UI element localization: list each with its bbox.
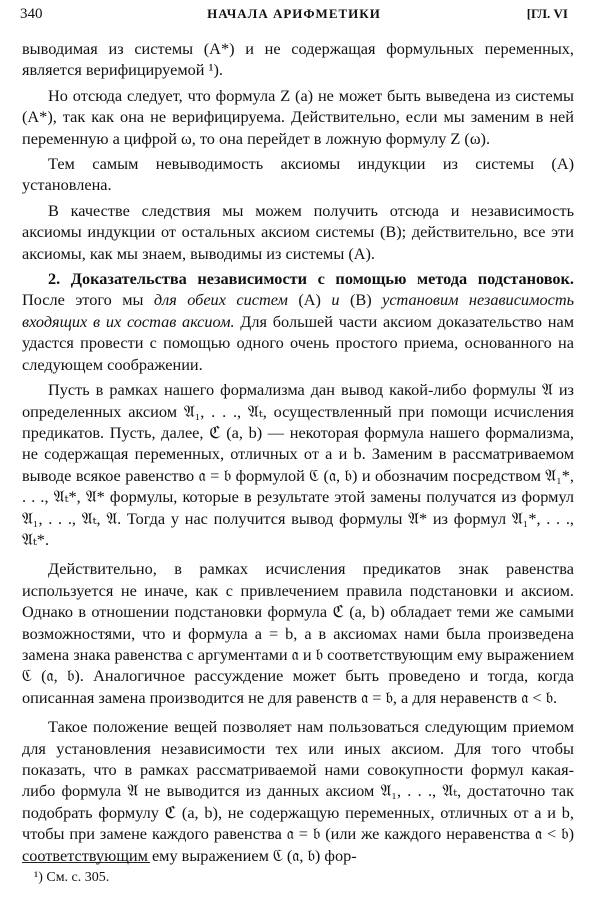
- paragraph-5-italic-3: установим независимость входящих в их состав аксиом.: [22, 290, 574, 331]
- chapter-label: [ГЛ. VI: [526, 6, 568, 21]
- page-body: [22, 38, 574, 866]
- paragraph-5-text-a: После этого мы: [22, 290, 154, 310]
- paragraph-5-italic-2: и: [331, 290, 340, 310]
- paragraph-8: Такое положение вещей позволяет нам пользоваться следующим приемом для установления независимости тех или иных аксиом. Для того чтобы показать, что в рамках рассматриваемой нами совокупности формул какая-либо формула 𝔄 не выводится из данных аксиом 𝔄₁, . . ., 𝔄ₜ, достаточно так подобрать формулу ℭ (a, b), не содержащую переменных, отличных от a и b, чтобы при замене каждого равенства 𝔞 = 𝔟 (или же каждого неравенства 𝔞 < 𝔟) соответствующим ему выражением ℭ (𝔞, 𝔟) фор-: [22, 717, 574, 865]
- paragraph-6: Пусть в рамках нашего формализма дан вывод какой-либо формулы 𝔄 из определенных аксиом 𝔄₁, . . ., 𝔄ₜ, осуществленный при помощи исчисления предикатов. Пусть, далее, ℭ (a, b) — некоторая формула нашего формализма, не содержащая переменных, отличных от a и b. Заменим в рассматриваемом выводе всякое равенство 𝔞 = 𝔟 формулой ℭ (𝔞, 𝔟) и обозначим посредством 𝔄₁*, . . ., 𝔄ₜ*, 𝔄* формулы, которые в результате этой замены получатся из формул 𝔄₁, . . ., 𝔄ₜ, 𝔄. Тогда у нас получится вывод формулы 𝔄* из формул 𝔄₁*, . . ., 𝔄ₜ*.: [22, 380, 574, 549]
- paragraph-5-text-c: (B): [339, 290, 383, 310]
- section-heading: 2. Доказательства независимости с помощью метода подстановок.: [48, 269, 574, 289]
- paragraph-2: Но отсюда следует, что формула Z (a) не может быть выведена из системы (A*), так как она не верифицируема. Действительно, если мы заменим в ней переменную a цифрой ω, то она перейдет в ложную формулу Z (ω).: [22, 85, 574, 148]
- running-title: НАЧАЛА АРИФМЕТИКИ: [207, 6, 381, 21]
- paragraph-7: Действительно, в рамках исчисления предикатов знак равенства используется не иначе, как с привлечением правила подстановки и аксиом. Однако в отношении подстановки формула ℭ (a, b) обладает теми же самыми возможностями, что и формула a = b, а в аксиомах нами была произведена замена знака равенства с аргументами 𝔞 и 𝔟 соответствующим ему выражением ℭ (𝔞, 𝔟). Аналогичное рассуждение может быть проведено и тогда, когда описанная замена производится не для равенств 𝔞 = 𝔟, а для неравенств 𝔞 < 𝔟.: [22, 559, 574, 707]
- paragraph-1: выводимая из системы (A*) и не содержащая формульных переменных, является верифицируемой ¹).: [22, 39, 574, 80]
- paragraph-5-italic-1: для обеих систем: [153, 290, 288, 310]
- paragraph-3: Тем самым невыводимость аксиомы индукции из системы (A) установлена.: [22, 154, 574, 195]
- paragraph-5-text-d: Для большей части аксиом доказательство нам удастся провести с помощью одного очень простого приема, основанного на следующем соображении.: [22, 311, 574, 374]
- footnote: ¹) См. с. 305.: [34, 870, 110, 885]
- paragraph-5: [22, 268, 574, 375]
- page-number: 340: [20, 6, 43, 22]
- footnote-rule: [22, 862, 150, 863]
- running-header: [20, 6, 568, 24]
- paragraph-5-text-b: (A): [287, 290, 332, 310]
- paragraph-4: В качестве следствия мы можем получить отсюда и независимость аксиомы индукции от остальных аксиом системы (B); действительно, все эти аксиомы, как мы знаем, выводимы из системы (A).: [22, 200, 574, 263]
